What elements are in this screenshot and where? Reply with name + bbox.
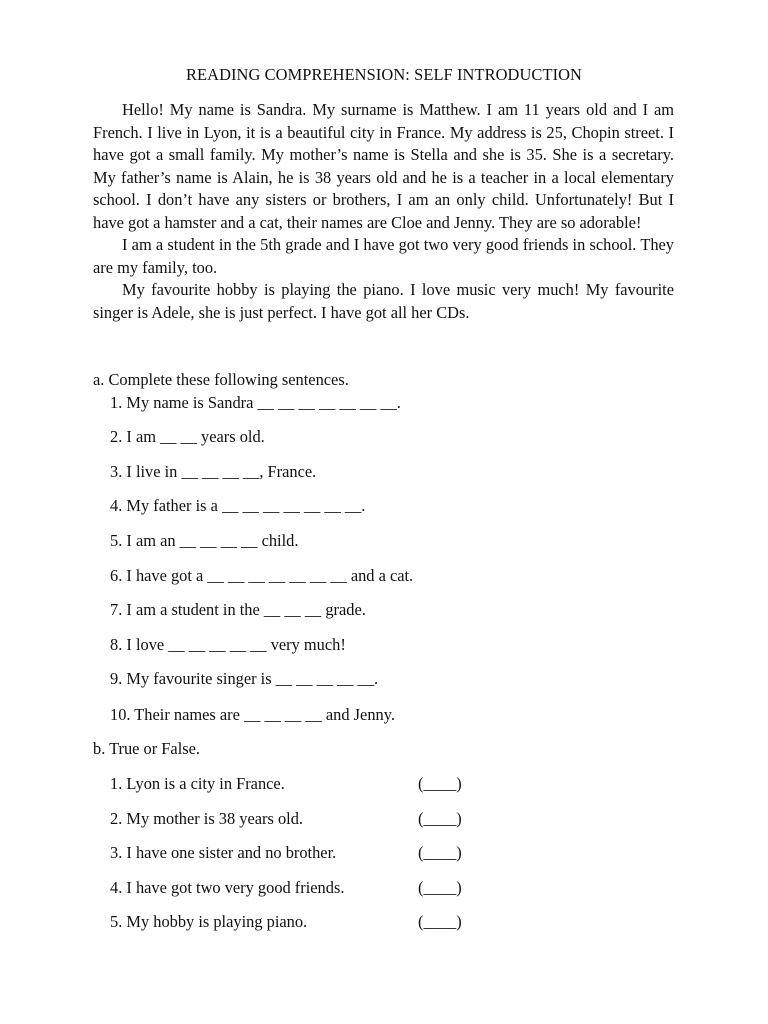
true-false-item-3: 3. I have one sister and no brother. bbox=[110, 843, 337, 862]
section-a-heading: a. Complete these following sentences. bbox=[93, 370, 349, 389]
answer-blank-2: (____) bbox=[418, 809, 462, 828]
true-false-item-2: 2. My mother is 38 years old. bbox=[110, 809, 304, 828]
true-false-item-5: 5. My hobby is playing piano. bbox=[110, 912, 308, 931]
passage-paragraph-1: Hello! My name is Sandra. My surname is Matthew. I am 11 years old and I am French. I live in Lyon, it is a beautiful city in France. My address is 25, Chopin street. I have got a small family. My mother’s name is Stella and she is 35. She is a secretary. My father’s name is Alain, he is 38 years old and he is a teacher in a local elementary school. I don’t have any sisters or brothers, I am an only child. Unfortunately! But I have got a hamster and a cat, their names are Cloe and Jenny. They are so adorable! bbox=[93, 100, 674, 232]
passage-paragraph-2: I am a student in the 5th grade and I have got two very good friends in school. They are my family, too. bbox=[93, 235, 674, 277]
complete-item-3: 3. I live in __ __ __ __, France. bbox=[110, 462, 317, 481]
complete-item-6: 6. I have got a __ __ __ __ __ __ __ and a cat. bbox=[110, 566, 414, 585]
true-false-item-1: 1. Lyon is a city in France. bbox=[110, 774, 285, 793]
complete-item-10: 10. Their names are __ __ __ __ and Jenny. bbox=[110, 705, 395, 724]
complete-item-4: 4. My father is a __ __ __ __ __ __ __. bbox=[110, 496, 366, 515]
reading-passage bbox=[93, 99, 674, 324]
complete-item-9: 9. My favourite singer is __ __ __ __ __. bbox=[110, 669, 379, 688]
answer-blank-3: (____) bbox=[418, 843, 462, 862]
passage-paragraph-3: My favourite hobby is playing the piano. I love music very much! My favourite singer is Adele, she is just perfect. I have got all her CDs. bbox=[93, 280, 674, 322]
answer-blank-5: (____) bbox=[418, 912, 462, 931]
page-title: READING COMPREHENSION: SELF INTRODUCTION bbox=[185, 65, 582, 84]
complete-item-8: 8. I love __ __ __ __ __ very much! bbox=[110, 635, 346, 654]
complete-item-5: 5. I am an __ __ __ __ child. bbox=[110, 531, 299, 550]
answer-blank-1: (____) bbox=[418, 774, 462, 793]
complete-item-2: 2. I am __ __ years old. bbox=[110, 427, 265, 446]
section-b-heading: b. True or False. bbox=[93, 739, 201, 758]
complete-item-7: 7. I am a student in the __ __ __ grade. bbox=[110, 600, 366, 619]
answer-blank-4: (____) bbox=[418, 878, 462, 897]
complete-item-1: 1. My name is Sandra __ __ __ __ __ __ __. bbox=[110, 393, 401, 412]
true-false-item-4: 4. I have got two very good friends. bbox=[110, 878, 345, 897]
